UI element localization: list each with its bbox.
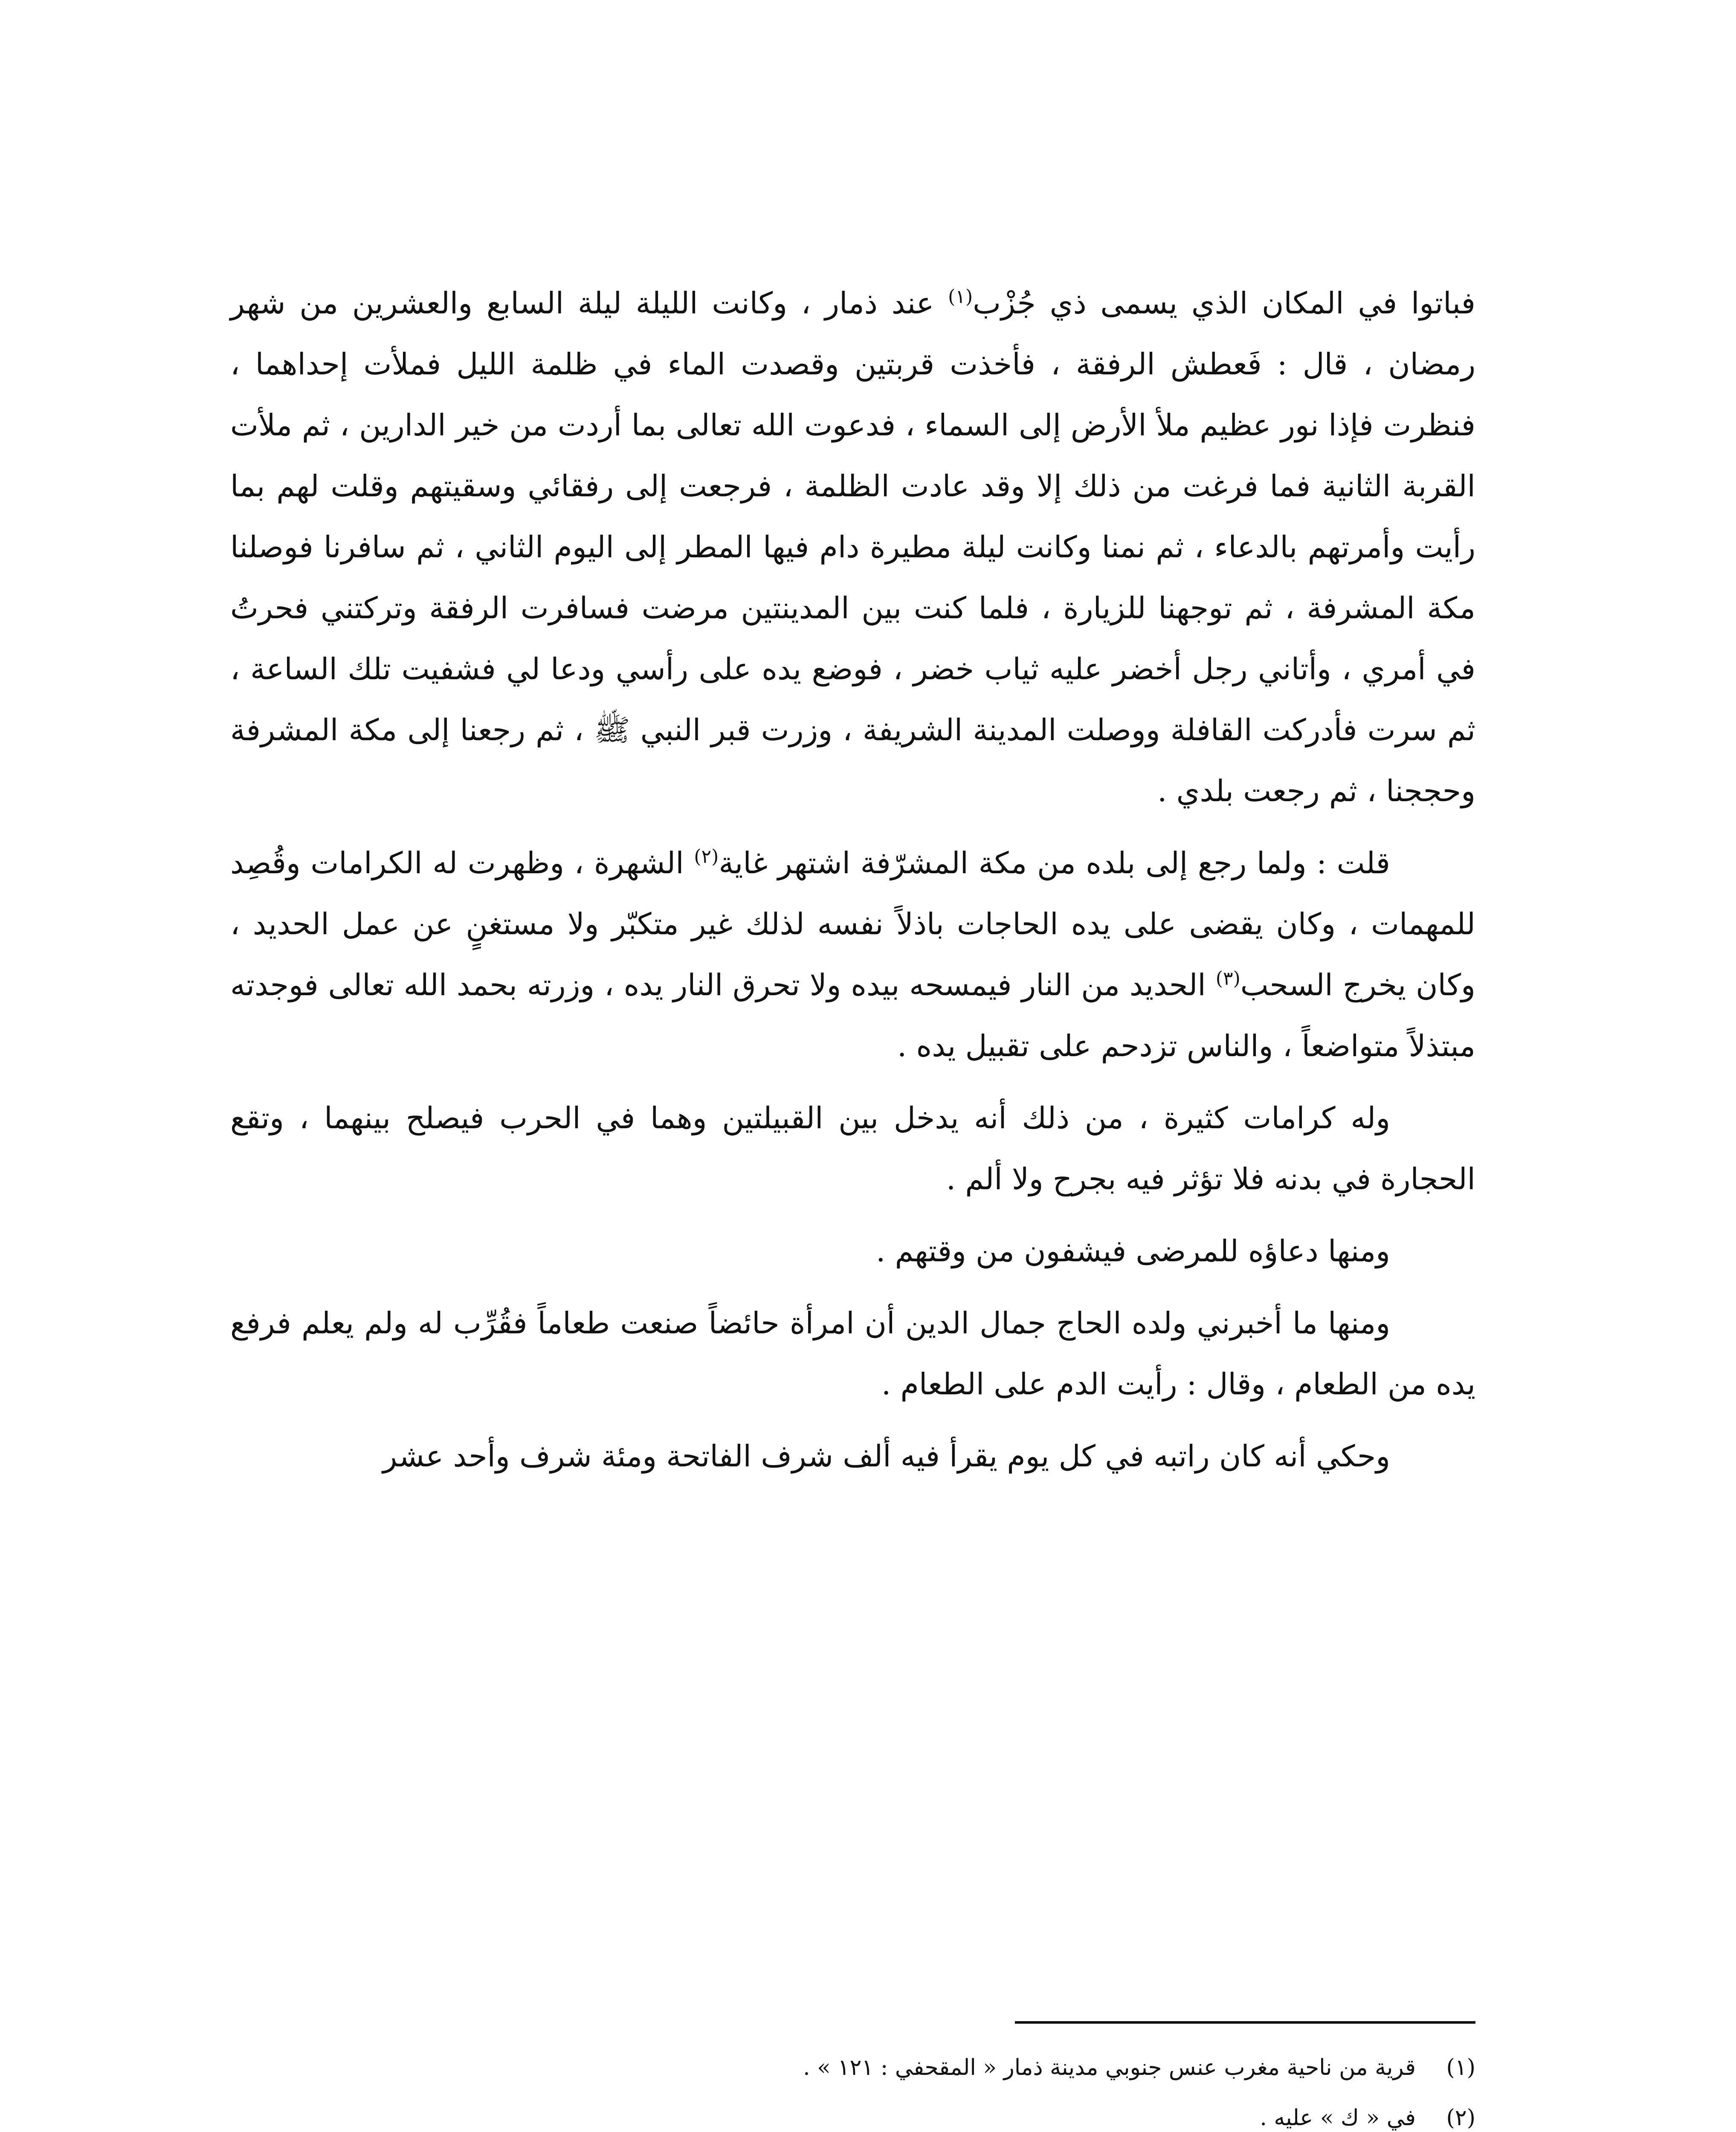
paragraph [230,1088,1475,1210]
paragraph-text: ومنها دعاؤه للمرضى فيشفون من وقتهم . [876,1234,1390,1269]
footnote-text: قرية من ناحية مغرب عنس جنوبي مدينة ذمار « المقحفي : ١٢١ » . [803,2055,1416,2080]
paragraph-text: عند ذمار ، وكانت الليلة ليلة السابع والعشرين من شهر رمضان ، قال : فَعطش الرفقة ، فأخذت قربتين وقصدت الماء في ظلمة الليل فملأت إحداهما ، فنظرت فإذا نور عظيم ملأ الأرض إلى السماء ، فدعوت الله تعالى بما أردت من خير الدارين ، ثم ملأت القربة الثانية فما فرغت من ذلك إلا وقد عادت الظلمة ، فرجعت إلى رفقائي وسقيتهم وقلت لهم بما رأيت وأمرتهم بالدعاء ، ثم نمنا وكانت ليلة مطيرة دام فيها المطر إلى اليوم الثاني ، ثم سافرنا فوصلنا مكة المشرفة ، ثم توجهنا للزيارة ، فلما كنت بين المدينتين مرضت فسافرت الرفقة وتركتني فحرتُ في أمري ، وأتاني رجل أخضر عليه ثياب خضر ، فوضع يده على رأسي ودعا لي فشفيت تلك الساعة ، ثم سرت فأدركت القافلة ووصلت المدينة الشريفة ، وزرت قبر النبي ﷺ ، ثم رجعنا إلى مكة المشرفة وحججنا ، ثم رجعت بلدي . [230,286,1475,808]
footnote-reference: (٢) [694,846,719,868]
footnote-text: في « ك » عليه . [1260,2105,1416,2131]
paragraph-text: الحديد من النار فيمسحه بيده ولا تحرق النار يده ، وزرته بحمد الله تعالى فوجدته مبتذلاً متواضعاً ، والناس تزدحم على تقبيل يده . [230,968,1475,1063]
main-text-block [230,273,1475,1498]
footnote-reference: (١) [948,286,973,308]
paragraph-text: قلت : ولما رجع إلى بلده من مكة المشرّفة اشتهر غاية [719,846,1391,881]
paragraph [230,1221,1475,1282]
paragraph [230,1293,1475,1415]
footnote-reference: (٣) [1215,968,1240,990]
footnote-divider [1015,2021,1475,2024]
footnote-number: (١) [1446,2055,1475,2080]
paragraph [230,833,1475,1077]
footnote [230,2042,1475,2093]
paragraph-text: وحكي أنه كان راتبه في كل يوم يقرأ فيه ألف شرف الفاتحة ومئة شرف وأحد عشر [383,1439,1390,1474]
paragraph [230,273,1475,822]
paragraph-text: فباتوا في المكان الذي يسمى ذي جُزْب [973,286,1475,321]
paragraph-text: وله كرامات كثيرة ، من ذلك أنه يدخل بين القبيلتين وهما في الحرب فيصلح بينهما ، وتقع الحجارة في بدنه فلا تؤثر فيه بجرح ولا ألم . [230,1101,1475,1196]
paragraph-text: الشهرة ، وظهرت له الكرامات وقُصِد للمهمات ، وكان يقضى على يده الحاجات باذلاً نفسه لذلك غير متكبّر ولا مستغنٍ عن عمل الحديد ، وكان يخرج السحب [230,846,1476,1002]
footnote-number: (٢) [1446,2105,1475,2131]
footnotes-block [230,2042,1475,2132]
footnote [230,2093,1475,2132]
paragraph-text: ومنها ما أخبرني ولده الحاج جمال الدين أن امرأة حائضاً صنعت طعاماً فقُرِّب له ولم يعلم فرفع يده من الطعام ، وقال : رأيت الدم على الطعام . [230,1306,1475,1402]
paragraph [230,1426,1475,1487]
